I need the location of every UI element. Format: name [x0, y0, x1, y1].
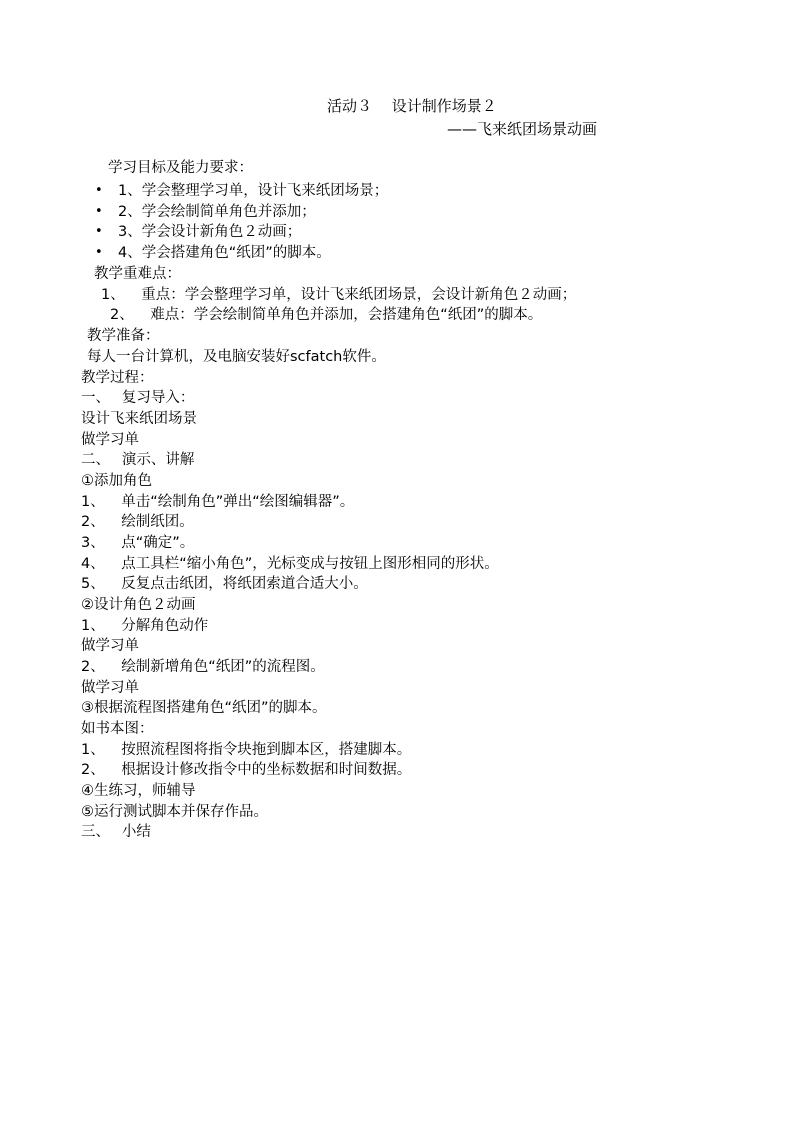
process-subsection: ⑤运行测试脚本并保存作品。 [81, 804, 268, 820]
process-line: 做学习单 [81, 680, 139, 696]
process-step: 2、 根据设计修改指令中的坐标数据和时间数据。 [81, 762, 412, 778]
process-step: 5、 反复点击纸团，将纸团索道合适大小。 [81, 576, 368, 592]
process-step: 1、 分解角色动作 [81, 618, 209, 634]
process-step: 1、 按照流程图将指令块拖到脚本区，搭建脚本。 [81, 742, 412, 758]
objective-item: 3、学会设计新角色２动画； [118, 224, 302, 240]
prep-text: 每人一台计算机，及电脑安装好scfatch软件。 [87, 349, 386, 365]
process-section: 三、 小结 [81, 824, 151, 840]
process-step: 4、 点工具栏“缩小角色”，光标变成与按钮上图形相同的形状。 [81, 556, 499, 572]
bullet-marker: • [95, 224, 103, 239]
objective-item: 1、学会整理学习单，设计飞来纸团场景； [118, 183, 389, 199]
process-heading: 教学过程： [81, 370, 154, 386]
process-step: 3、 点“确定”。 [81, 535, 195, 551]
process-subsection: ②设计角色２动画 [81, 597, 196, 613]
page-title: 活动３ 设计制作场景２ [327, 97, 497, 115]
process-section: 二、 演示、讲解 [81, 452, 195, 468]
objectives-heading: 学习目标及能力要求： [108, 160, 253, 176]
process-line: 做学习单 [81, 638, 139, 654]
bullet-marker: • [95, 245, 103, 260]
process-line: 如书本图： [81, 721, 154, 737]
objective-item: 2、学会绘制简单角色并添加； [118, 204, 316, 220]
focus-item-difficult: 2、 难点：学会绘制简单角色并添加，会搭建角色“纸团”的脚本。 [110, 307, 543, 323]
process-subsection: ①添加角色 [81, 473, 152, 489]
focus-heading: 教学重难点： [94, 266, 181, 282]
process-step: 1、 单击“绘制角色”弹出“绘图编辑器”。 [81, 494, 355, 510]
process-section: 一、 复习导入： [81, 390, 195, 406]
focus-item-key: 1、 重点：学会整理学习单，设计飞来纸团场景，会设计新角色２动画； [101, 287, 577, 303]
process-line: 做学习单 [81, 432, 139, 448]
process-step: 2、 绘制纸团。 [81, 514, 194, 530]
process-subsection: ③根据流程图搭建角色“纸团”的脚本。 [81, 700, 327, 716]
prep-heading: 教学准备： [87, 328, 160, 344]
bullet-marker: • [95, 204, 103, 219]
process-step: 2、 绘制新增角色“纸团”的流程图。 [81, 659, 325, 675]
page-subtitle: ——飞来纸团场景动画 [447, 120, 598, 138]
process-subsection: ④生练习，师辅导 [81, 783, 196, 799]
objective-item: 4、学会搭建角色“纸团”的脚本。 [118, 245, 331, 261]
process-line: 设计飞来纸团场景 [81, 411, 197, 427]
bullet-marker: • [95, 183, 103, 198]
